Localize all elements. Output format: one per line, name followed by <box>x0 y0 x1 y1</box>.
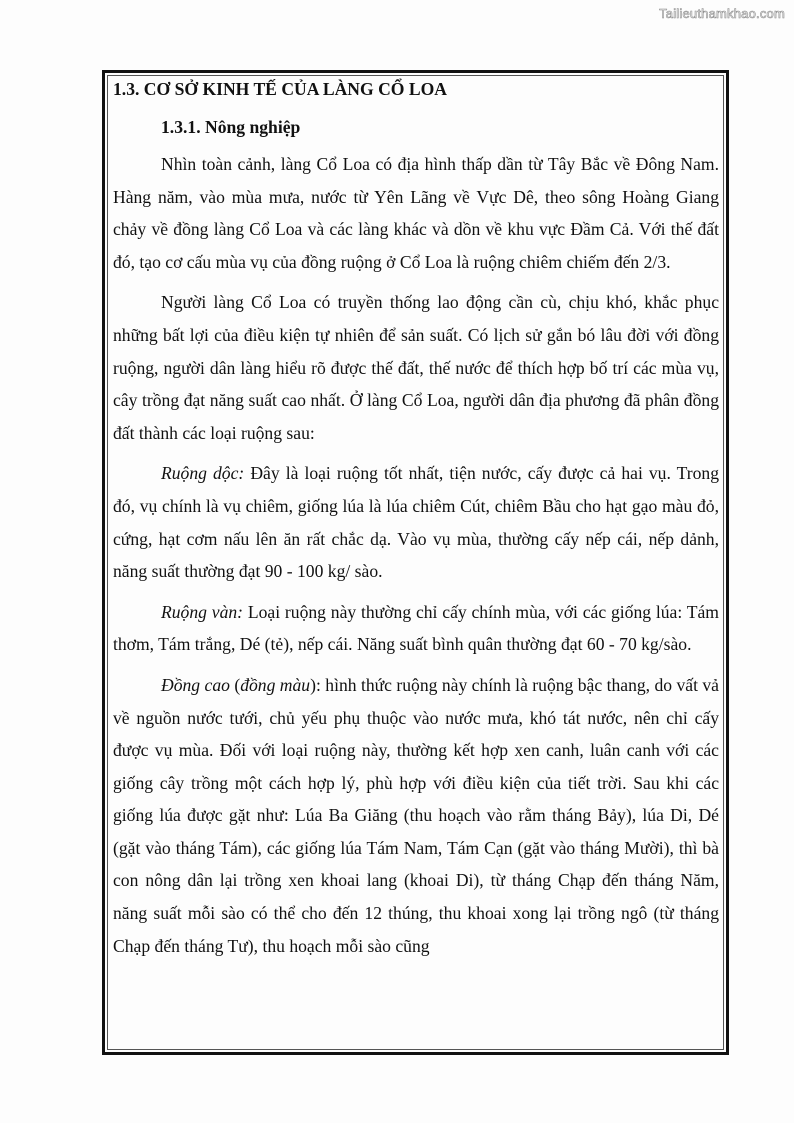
paragraph-text: Nhìn toàn cảnh, làng Cổ Loa có địa hình thấp dần từ Tây Bắc về Đông Nam. Hàng năm, vào mùa mưa, nước từ Yên Lãng về Vực Dê, theo sông Hoàng Giang chảy về đồng làng Cổ Loa và các làng khác và dồn về khu vực Đầm Cả. Với thế đất đó, tạo cơ cấu mùa vụ của đồng ruộng ở Cổ Loa là ruộng chiêm chiếm đến 2/3. <box>113 154 719 272</box>
document-body <box>113 74 719 962</box>
paragraph-text: : hình thức ruộng này chính là ruộng bậc thang, do vất vả về nguồn nước tưới, chủ yếu phụ thuộc vào nước mưa, khó tát nước, nên chỉ cấy được vụ mùa. Đối với loại ruộng này, thường kết hợp xen canh, luân canh với các giống cây trồng một cách hợp lý, phù hợp với điều kiện của tiết trời. Sau khi các giống lúa được gặt như: Lúa Ba Giăng (thu hoạch vào rằm tháng Bảy), lúa Di, Dé (gặt vào tháng Tám), các giống lúa Tám Nam, Tám Cạn (gặt vào tháng Mười), thì bà con nông dân lại trồng xen khoai lang (khoai Di), từ tháng Chạp đến tháng Năm, năng suất mỗi sào có thể cho đến 12 thúng, thu khoai xong lại trồng ngô (từ tháng Chạp đến tháng Tư), thu hoạch mỗi sào cũng <box>113 674 719 956</box>
paragraph-dong-cao <box>113 669 719 962</box>
paren-open: ( <box>229 674 241 695</box>
paragraph-ruong-van <box>113 596 719 661</box>
term-dong-cao: Đồng cao <box>161 674 230 695</box>
paragraph-text: Loại ruộng này thường chỉ cấy chính mùa, với các giống lúa: Tám thơm, Tám trắng, Dé (tẻ), nếp cái. Năng suất bình quân thường đạt 60 - 70 kg/sào. <box>113 601 719 655</box>
paragraph-tradition <box>113 286 719 449</box>
paragraph-overview <box>113 148 719 278</box>
subsection-title: 1.3.1. Nông nghiệp <box>161 117 301 137</box>
term-ruong-doc: Ruộng dộc: <box>161 463 245 484</box>
term-dong-mau: đồng màu <box>240 674 311 695</box>
paragraph-text: Người làng Cổ Loa có truyền thống lao động cần cù, chịu khó, khắc phục những bất lợi của điều kiện tự nhiên để sản suất. Có lịch sử gắn bó lâu đời với đồng ruộng, người dân làng hiểu rõ được thế đất, thế nước để thích hợp bố trí các mùa vụ, cây trồng đạt năng suất cao nhất. Ở làng Cổ Loa, người dân địa phương đã phân đồng đất thành các loại ruộng sau: <box>113 292 719 443</box>
paragraph-ruong-doc <box>113 457 719 587</box>
paren-close: ) <box>310 674 316 695</box>
paragraph-text: Đây là loại ruộng tốt nhất, tiện nước, cấy được cả hai vụ. Trong đó, vụ chính là vụ chiêm, giống lúa là lúa chiêm Cút, chiêm Bầu cho hạt gạo màu đỏ, cứng, hạt cơm nấu lên ăn rất chắc dạ. Vào vụ mùa, thường cấy nếp cái, nếp dảnh, năng suất thường đạt 90 - 100 kg/ sào. <box>113 463 719 582</box>
term-ruong-van: Ruộng vàn: <box>161 601 244 622</box>
watermark: Tailieuthamkhao.com <box>659 6 785 21</box>
section-title: 1.3. CƠ SỞ KINH TẾ CỦA LÀNG CỔ LOA <box>113 79 448 99</box>
